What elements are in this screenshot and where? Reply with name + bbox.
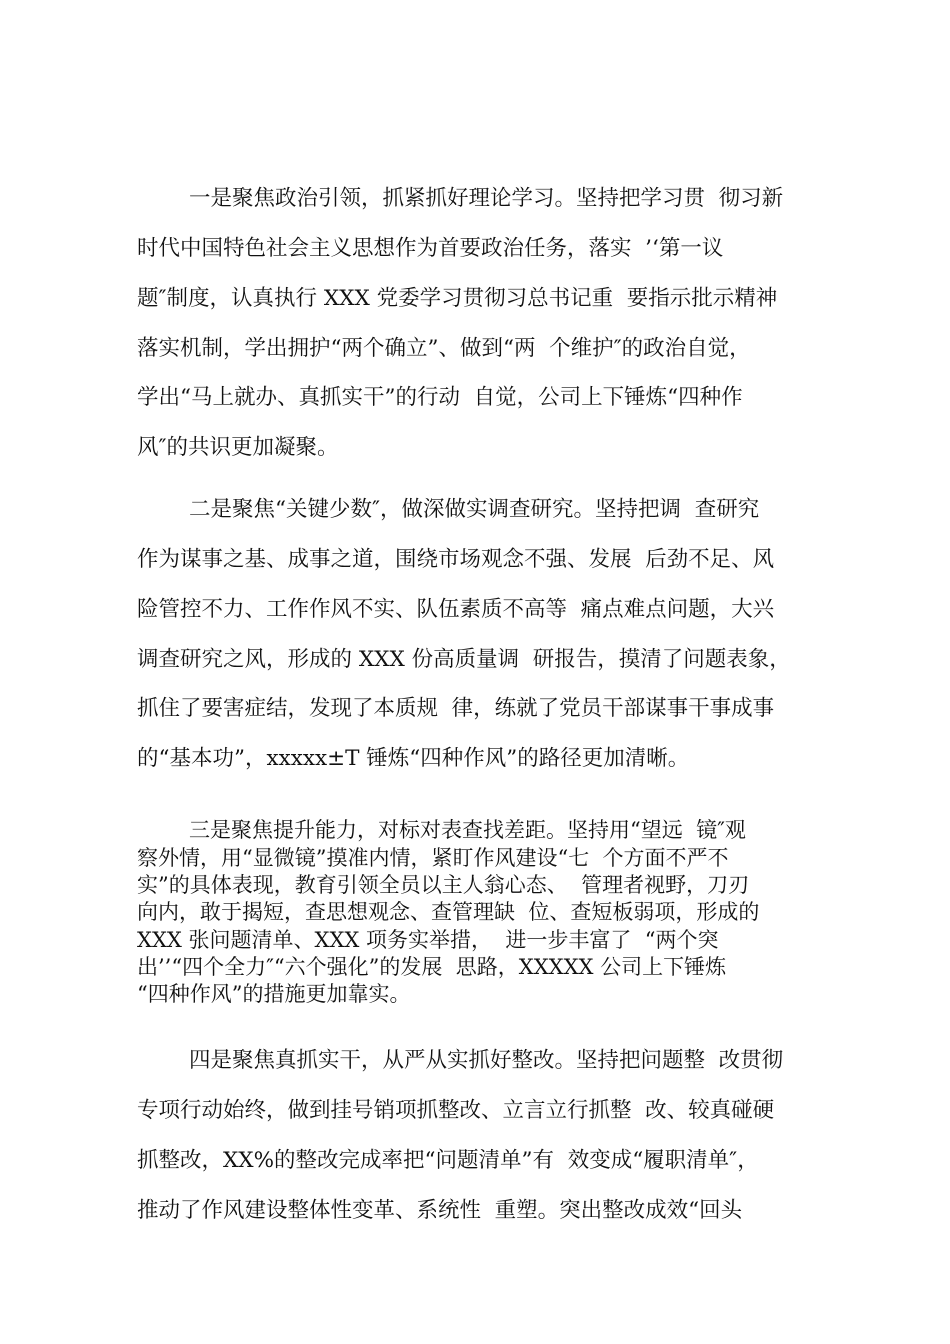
paragraph-3-line-4: 向内，敢于揭短，查思想观念、查管理缺 位、查短板弱项，形成的: [137, 900, 760, 924]
paragraph-4-line-3: 抓整改，XX%的整改完成率把“问题清单”有 效变成“履职清单″，: [137, 1148, 759, 1173]
paragraph-3-line-6: 出’’“四个全力″“六个强化”的发展 思路，XXXXX 公司上下锤炼: [137, 955, 727, 979]
paragraph-2-line-1: 二是聚焦“关键少数″，做深做实调查研究。坚持把调 查研究: [189, 497, 760, 522]
paragraph-1-line-5: 学出“马上就办、真抓实干”的行动 自觉，公司上下锤炼“四种作: [137, 385, 743, 410]
paragraph-3-line-5: XXX 张问题清单、XXX 项务实举措， 进一步丰富了 “两个突: [137, 928, 719, 952]
paragraph-3-line-2: 察外情，用“显微镜”摸准内情，紧盯作风建设“七 个方面不严不: [137, 846, 729, 870]
paragraph-2-line-5: 抓住了要害症结，发现了本质规 律，练就了党员干部谋事干事成事: [137, 696, 775, 721]
paragraph-2-line-6: 的“基本功”，xxxxx±T 锤炼“四种作风”的路径更加清晰。: [137, 746, 690, 771]
paragraph-3-line-1: 三是聚焦提升能力，对标对表查找差距。坚持用“望远 镜″观: [189, 818, 746, 842]
paragraph-3-line-3: 实”的具体表现，教育引领全员以主人翁心态、 管理者视野，刀刃: [137, 873, 750, 897]
paragraph-1-line-3: 题″制度，认真执行 XXX 党委学习贯彻习总书记重 要指示批示精神: [137, 286, 778, 311]
paragraph-4-line-2: 专项行动始终，做到挂号销项抓整改、立言立行抓整 改、较真碰硬: [137, 1098, 775, 1123]
paragraph-1-line-4: 落实机制，学出拥护“两个确立”、做到“两 个维护″的政治自觉，: [137, 336, 751, 361]
paragraph-2-line-4: 调查研究之风，形成的 XXX 份高质量调 研报告，摸清了问题表象，: [137, 647, 791, 672]
paragraph-1-line-1: 一是聚焦政治引领，抓紧抓好理论学习。坚持把学习贯 彻习新: [189, 186, 784, 211]
paragraph-2-line-2: 作为谋事之基、成事之道，围绕市场观念不强、发展 后劲不足、风: [137, 547, 775, 572]
paragraph-4-line-1: 四是聚焦真抓实干，从严从实抓好整改。坚持把问题整 改贯彻: [189, 1048, 784, 1073]
paragraph-1-line-2: 时代中国特色社会主义思想作为首要政治任务，落实 ’‘第一议: [137, 236, 724, 261]
paragraph-1-line-6: 风″的共识更加凝聚。: [137, 435, 339, 460]
paragraph-4-line-4: 推动了作风建设整体性变革、系统性 重塑。突出整改成效“回头: [137, 1198, 743, 1223]
paragraph-2-line-3: 险管控不力、工作作风不实、队伍素质不高等 痛点难点问题，大兴: [137, 597, 775, 622]
paragraph-3-line-7: “四种作风”的措施更加靠实。: [137, 982, 411, 1006]
